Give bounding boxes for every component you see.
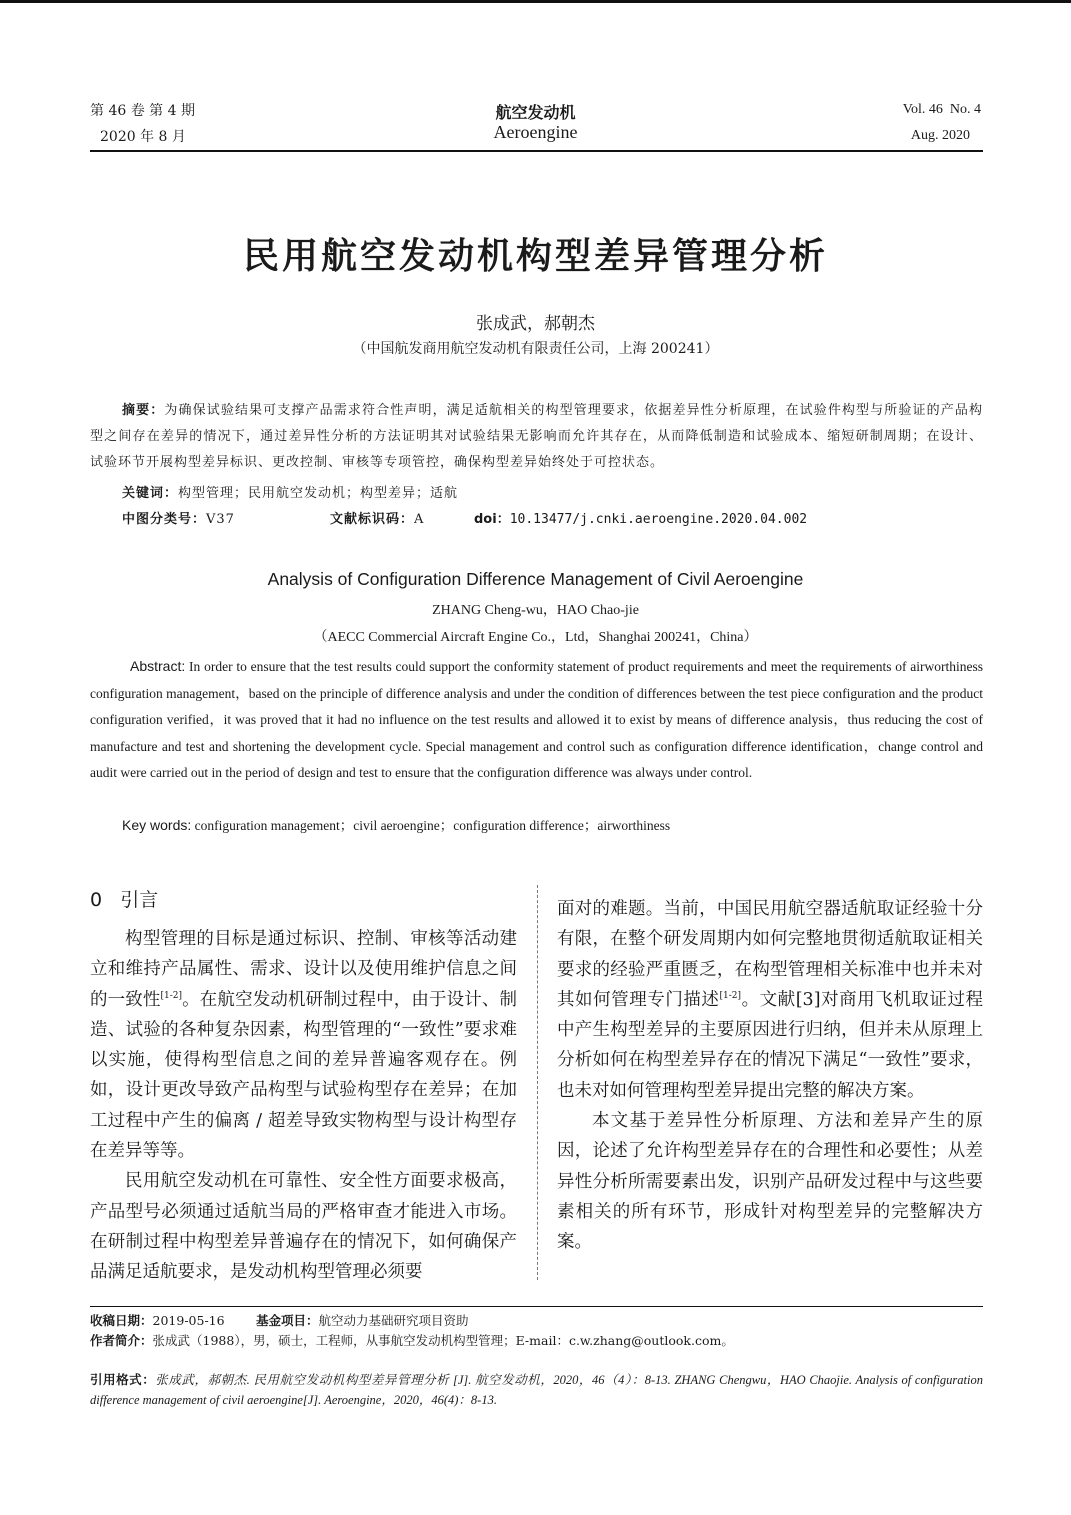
- authors-en: ZHANG Cheng-wu，HAO Chao-jie: [432, 603, 639, 618]
- citation-value: 张成武，郝朝杰. 民用航空发动机构型差异管理分析 [J]. 航空发动机，2020，46（4）：8-13. ZHANG Chengwu，HAO Chaojie. Analysis of configuration difference management of civil aeroengine[J]. Aeroengine，2020，46(4)：8-13.: [90, 1373, 983, 1407]
- section-title: 引言: [120, 889, 159, 911]
- body-text: 面对的难题。当前，中国民用航空器适航取证经验十分有限，在整个研发周期内如何完整地贯彻适航取证相关要求的经验严重匮乏，在构型管理相关标准中也并未对其如何管理专门描述: [557, 899, 983, 1010]
- body-text: 。文献[3]对商用飞机取证过程中产生构型差异的主要原因进行归纳，但并未从原理上分析如何在构型差异存在的情况下满足“一致性”要求，也未对如何管理构型差异提出完整的解决方案。: [557, 989, 984, 1101]
- doc-code: [330, 507, 424, 533]
- body-paragraph: 本文基于差异性分析原理、方法和差异产生的原因，论述了允许构型差异存在的合理性和必要性；从差异性分析所需要素出发，识别产品研发过程中与这些要素相关的所有环节，形成针对构型差异的完整解决方案。: [557, 1111, 983, 1253]
- paper-title-en: Analysis of Configuration Difference Management of Civil Aeroengine: [267, 569, 804, 589]
- header-date-cn: 2020 年 8 月: [100, 129, 186, 145]
- abstract-en: [90, 653, 983, 787]
- top-border: [0, 0, 1071, 3]
- doc-label: 文献标识码：: [330, 512, 415, 527]
- body-text: 。在航空发动机研制过程中，由于设计、制造、试验的各种复杂因素，构型管理的“一致性”要求难以实施，使得构型信息之间的差异普遍客观存在。例如，设计更改导致产品构型与试验构型存在差异；在加工过程中产生的偏离 / 超差导致实物构型与设计构型存在差异等等。: [90, 989, 518, 1162]
- doi-value[interactable]: 10.13477/j.cnki.aeroengine.2020.04.002: [509, 512, 808, 527]
- doi[interactable]: [474, 507, 807, 533]
- keywords-en-label: Key words:: [122, 817, 192, 833]
- abstract-cn-label: 摘要：: [122, 403, 165, 418]
- clc-label: 中图分类号：: [122, 512, 207, 527]
- column-divider: [537, 885, 538, 1280]
- received-value: 2019-05-16: [152, 1313, 225, 1328]
- authors-cn: 张成武，郝朝杰: [476, 314, 595, 334]
- keywords-cn-text: 构型管理；民用航空发动机；构型差异；适航: [178, 486, 459, 501]
- header-vol-issue-en: Vol. 46 No. 4: [902, 102, 981, 117]
- body-right-column: [557, 894, 983, 1258]
- affiliation-en: （AECC Commercial Aircraft Engine Co.，Ltd，Shanghai 200241，China）: [313, 630, 758, 645]
- fund-value: 航空动力基础研究项目资助: [318, 1313, 469, 1328]
- citation-label: 引用格式：: [90, 1372, 156, 1387]
- keywords-en: [122, 812, 982, 840]
- header-rule: [90, 150, 983, 152]
- section-number: 0: [90, 889, 103, 911]
- keywords-en-text: configuration management；civil aeroengine；configuration difference；airworthiness: [194, 818, 671, 833]
- citation-ref[interactable]: [1-2]: [160, 990, 183, 1001]
- received-label: 收稿日期：: [90, 1313, 153, 1328]
- citation-ref[interactable]: [1-2]: [719, 991, 742, 1002]
- author-bio-value: 张成武（1988），男，硕士，工程师，从事航空发动机构型管理；E-mail：c.w.zhang@outlook.com。: [152, 1333, 734, 1348]
- abstract-en-label: Abstract:: [130, 658, 186, 674]
- doc-value: A: [414, 512, 425, 527]
- abstract-en-text: In order to ensure that the test results could support the conformity statement of product requirements and meet the requirements of airworthiness configuration management，based on the principle of difference analysis and under the condition of differences between the test piece configuration and the product configuration verified，it was proved that it had no influence on the test results and allowed it to exist by means of difference analysis，thus reducing the cost of manufacture and test and shortening the development cycle. Special management and control such as configuration difference identification，change control and audit were carried out in the period of design and test to ensure that the configuration difference was always under control.: [90, 659, 984, 780]
- citation-format: [90, 1370, 983, 1410]
- header-journal-en: Aeroengine: [493, 122, 578, 142]
- fund-label: 基金项目：: [256, 1313, 319, 1328]
- keywords-cn: [122, 481, 982, 507]
- body-paragraph: [90, 924, 517, 1166]
- paper-title-cn: 民用航空发动机构型差异管理分析: [242, 235, 828, 277]
- doi-label: doi：: [474, 512, 510, 527]
- abstract-cn: [90, 398, 983, 476]
- author-bio-label: 作者简介：: [90, 1333, 153, 1348]
- author-bio: [90, 1331, 983, 1351]
- keywords-cn-label: 关键词：: [122, 486, 179, 501]
- body-text: 构型管理的目标是通过标识、控制、审核等活动建立和维持产品属性、需求、设计以及使用维护信息之间的一致性: [90, 929, 517, 1010]
- header-date-en: Aug. 2020: [910, 128, 970, 143]
- abstract-cn-text: 为确保试验结果可支撑产品需求符合性声明，满足适航相关的构型管理要求，依据差异性分析原理，在试验件构型与所验证的产品构型之间存在差异的情况下，通过差异性分析的方法证明其对试验结果无影响而允许其存在，从而降低制造和试验成本、缩短研制周期；在设计、试验环节开展构型差异标识、更改控制、审核等专项管控，确保构型差异始终处于可控状态。: [90, 403, 983, 470]
- clc-value: V37: [206, 512, 235, 527]
- body-paragraph: [557, 894, 983, 1106]
- fund-project: [256, 1311, 469, 1331]
- header-journal-cn: 航空发动机: [495, 103, 576, 122]
- section-heading: [90, 885, 158, 912]
- body-paragraph: 民用航空发动机在可靠性、安全性方面要求极高，产品型号必须通过适航当局的严格审查才能进入市场。在研制过程中构型差异普遍存在的情况下，如何确保产品满足适航要求，是发动机构型管理必须要: [90, 1171, 517, 1283]
- footnote-rule: [90, 1306, 983, 1307]
- received-date: [90, 1311, 225, 1331]
- header-vol-issue-cn: 第 46 卷 第 4 期: [90, 103, 195, 119]
- body-left-column: [90, 924, 517, 1288]
- affiliation-cn: （中国航发商用航空发动机有限责任公司，上海 200241）: [352, 341, 719, 357]
